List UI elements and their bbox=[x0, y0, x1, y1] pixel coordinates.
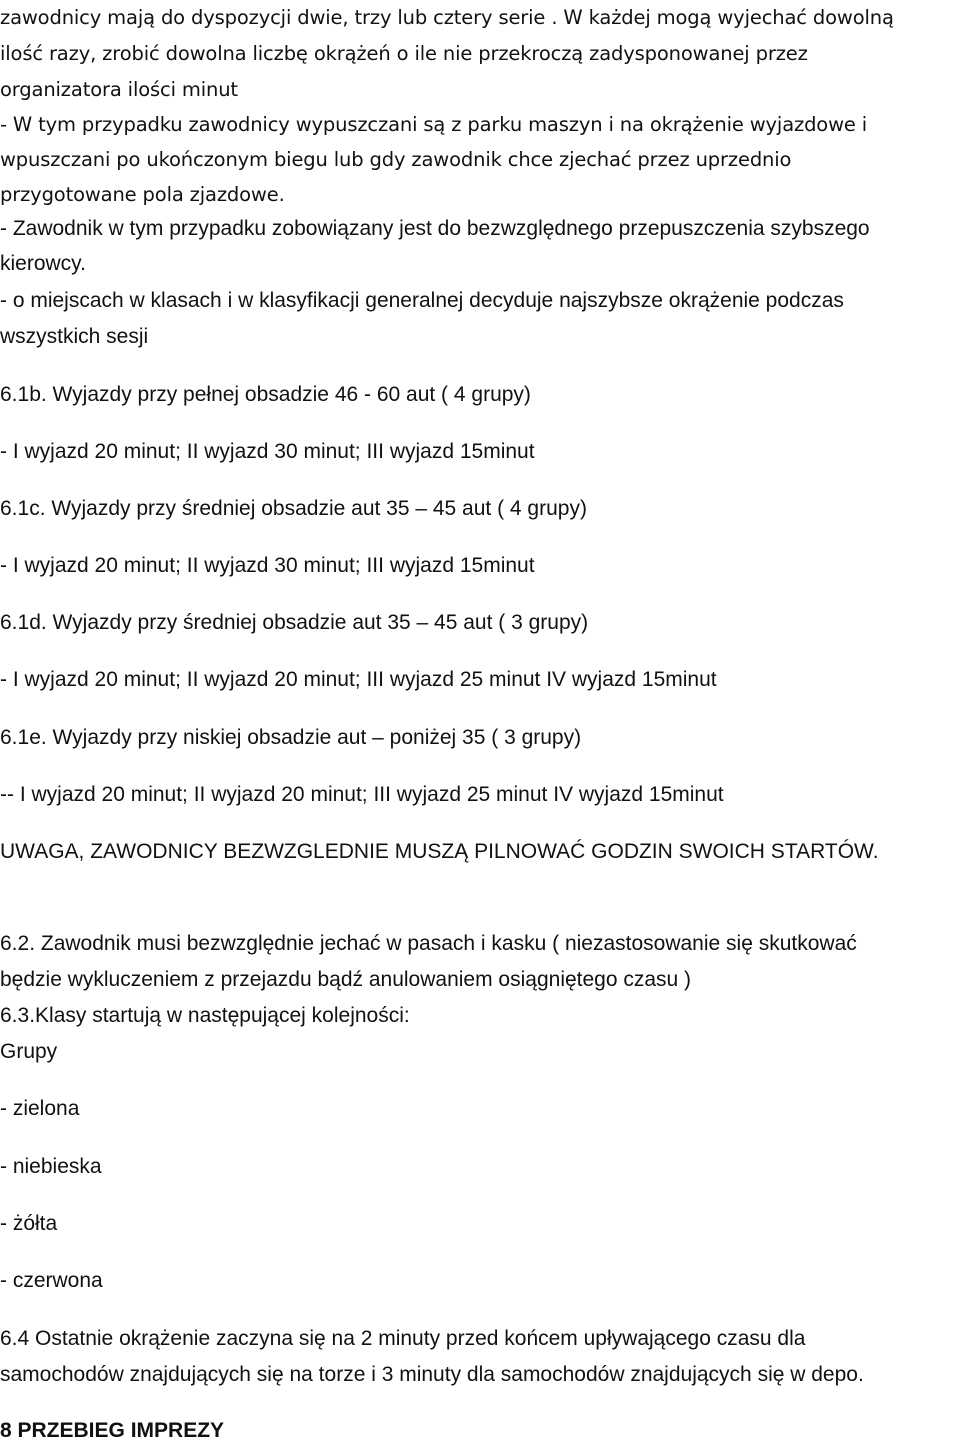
schedule-line: -- I wyjazd 20 minut; II wyjazd 20 minut; III wyjazd 25 minut IV wyjazd 15minut bbox=[0, 783, 724, 806]
warning-line: UWAGA, ZAWODNICY BEZWZGLEDNIE MUSZĄ PILNOWAĆ GODZIN SWOICH STARTÓW. bbox=[0, 840, 879, 863]
list-item: - niebieska bbox=[0, 1155, 102, 1178]
list-item: - żółta bbox=[0, 1212, 58, 1235]
section-heading-6-1b: 6.1b. Wyjazdy przy pełnej obsadzie 46 - 60 aut ( 4 grupy) bbox=[0, 383, 531, 406]
paragraph-line: 6.2. Zawodnik musi bezwzględnie jechać w pasach i kasku ( niezastosowanie się skutkować bbox=[0, 932, 857, 955]
list-item: - zielona bbox=[0, 1097, 80, 1120]
paragraph-line: wszystkich sesji bbox=[0, 325, 149, 348]
paragraph-line: zawodnicy mają do dyspozycji dwie, trzy lub cztery serie . W każdej mogą wyjechać dowolną bbox=[0, 6, 894, 29]
paragraph-line: ilość razy, zrobić dowolna liczbę okrążeń o ile nie przekroczą zadysponowanej przez bbox=[0, 42, 808, 65]
paragraph-line: będzie wykluczeniem z przejazdu bądź anulowaniem osiągniętego czasu ) bbox=[0, 968, 692, 991]
schedule-line: - I wyjazd 20 minut; II wyjazd 30 minut; III wyjazd 15minut bbox=[0, 554, 535, 577]
section-heading-6-1d: 6.1d. Wyjazdy przy średniej obsadzie aut 35 – 45 aut ( 3 grupy) bbox=[0, 611, 589, 634]
paragraph-line: wpuszczani po ukończonym biegu lub gdy zawodnik chce zjechać przez uprzednio bbox=[0, 148, 792, 171]
paragraph-line: - o miejscach w klasach i w klasyfikacji generalnej decyduje najszybsze okrążenie podczas bbox=[0, 289, 844, 312]
section-heading-6-1e: 6.1e. Wyjazdy przy niskiej obsadzie aut – poniżej 35 ( 3 grupy) bbox=[0, 726, 582, 749]
list-heading: Grupy bbox=[0, 1040, 58, 1063]
list-item: - czerwona bbox=[0, 1269, 103, 1292]
paragraph-line: - Zawodnik w tym przypadku zobowiązany jest do bezwzględnego przepuszczenia szybszego bbox=[0, 217, 870, 240]
schedule-line: - I wyjazd 20 minut; II wyjazd 20 minut; III wyjazd 25 minut IV wyjazd 15minut bbox=[0, 668, 717, 691]
paragraph-line: 6.3.Klasy startują w następującej kolejności: bbox=[0, 1004, 410, 1027]
paragraph-line: 6.4 Ostatnie okrążenie zaczyna się na 2 minuty przed końcem upływającego czasu dla bbox=[0, 1327, 806, 1350]
paragraph-line: samochodów znajdujących się na torze i 3 minuty dla samochodów znajdujących się w depo. bbox=[0, 1363, 864, 1386]
schedule-line: - I wyjazd 20 minut; II wyjazd 30 minut; III wyjazd 15minut bbox=[0, 440, 535, 463]
paragraph-line: - W tym przypadku zawodnicy wypuszczani są z parku maszyn i na okrążenie wyjazdowe i bbox=[0, 113, 868, 136]
paragraph-line: przygotowane pola zjazdowe. bbox=[0, 183, 285, 206]
section-heading-8: 8 PRZEBIEG IMPREZY bbox=[0, 1419, 225, 1442]
paragraph-line: organizatora ilości minut bbox=[0, 78, 238, 101]
paragraph-line: kierowcy. bbox=[0, 252, 86, 275]
section-heading-6-1c: 6.1c. Wyjazdy przy średniej obsadzie aut 35 – 45 aut ( 4 grupy) bbox=[0, 497, 587, 520]
